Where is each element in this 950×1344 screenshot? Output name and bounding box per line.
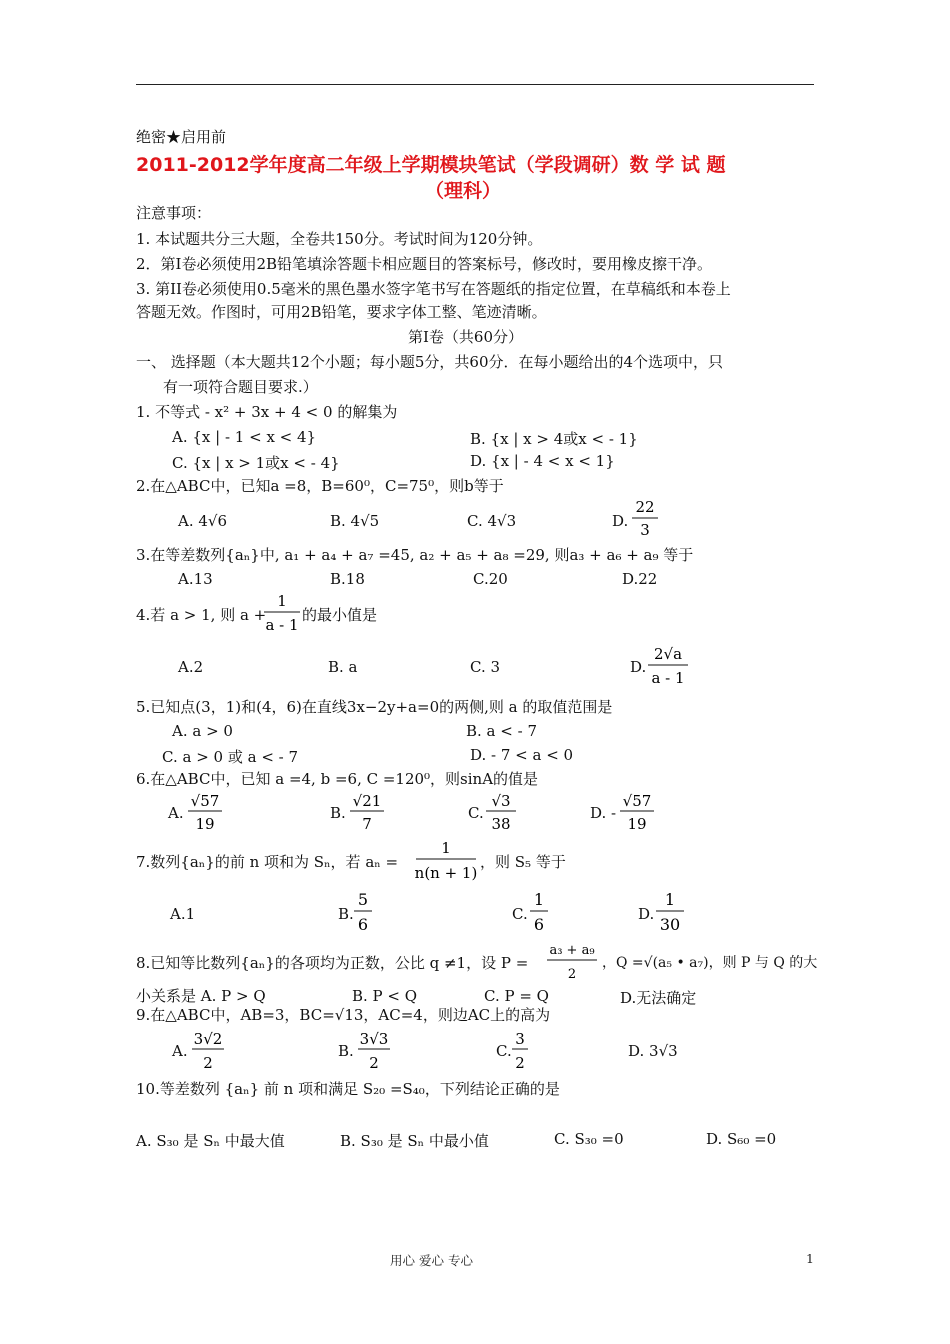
q2-option-d-label: D. [612,512,629,530]
notice-item-3: 3. 第II卷必须使用0.5毫米的黑色墨水签字笔书写在答题纸的指定位置，在草稿纸和本卷上 [136,280,731,298]
q8-denominator: 2 [567,967,577,982]
q9-c-denominator: 2 [515,1054,525,1072]
q7-option-b-fraction [352,888,374,936]
q6-option-b-label: B. [330,804,346,822]
q1-option-c: C. {x | x > 1或x < - 4} [172,454,340,472]
q1-option-d: D. {x | - 4 < x < 1} [470,452,615,470]
q10-option-a: A. S₃₀ 是 Sₙ 中最大值 [136,1132,285,1150]
q2-d-numerator: 22 [635,498,655,516]
q4-option-a: A.2 [178,658,204,676]
q7-option-a: A.1 [170,905,196,923]
q7-b-denominator: 6 [357,915,369,934]
q6-option-a-fraction [186,790,224,836]
q7-option-c-label: C. [512,905,528,923]
q2-option-a: A. 4√6 [178,512,228,530]
q9-option-a-label: A. [172,1042,188,1060]
q10-option-d: D. S₆₀ =0 [706,1130,777,1148]
q3-option-a: A.13 [178,570,213,588]
q7-numerator: 1 [441,839,451,857]
q3-option-d: D.22 [622,570,658,588]
q10-option-b: B. S₃₀ 是 Sₙ 中最小值 [340,1132,489,1150]
q4-d-denominator: a - 1 [651,669,685,687]
q6-stem: 6.在△ABC中，已知 a =4, b =6, C =120⁰，则sinA的值是 [136,770,539,788]
q5-option-c: C. a > 0 或 a < - 7 [162,748,299,766]
header-rule [136,84,814,85]
q8-option-d: D.无法确定 [620,989,697,1007]
q7-option-d-fraction [654,888,686,936]
q8-option-c: C. P = Q [484,987,549,1005]
q3-option-b: B.18 [330,570,365,588]
q9-a-numerator: 3√2 [193,1030,223,1048]
q6-a-numerator: √57 [190,792,220,810]
q9-b-numerator: 3√3 [359,1030,389,1048]
q8-stem-line2: 小关系是 A. P > Q [136,987,266,1005]
q7-option-d-label: D. [638,905,655,923]
exam-subtitle: （理科） [425,180,502,202]
q9-a-denominator: 2 [203,1054,213,1072]
q7-c-numerator: 1 [533,890,545,909]
notice-item-3-cont: 答题无效。作图时，可用2B铅笔，要求字体工整、笔迹清晰。 [136,303,547,321]
q2-d-denominator: 3 [640,521,650,539]
q4-option-d-fraction [646,643,690,691]
q7-denominator: n(n + 1) [414,864,478,882]
q2-option-d-fraction [630,497,660,541]
q6-a-denominator: 19 [195,815,215,833]
q4-numerator: 1 [277,592,287,610]
q9-c-numerator: 3 [515,1030,525,1048]
q6-d-numerator: √57 [622,792,652,810]
q7-d-numerator: 1 [664,890,676,909]
notice-item-1: 1. 本试题共分三大题，全卷共150分。考试时间为120分钟。 [136,230,543,248]
q10-option-c: C. S₃₀ =0 [554,1130,624,1148]
q8-numerator: a₃ + a₉ [549,943,595,958]
q8-option-b: B. P < Q [352,987,418,1005]
q9-option-a-fraction [190,1028,226,1074]
q4-stem-prefix: 4.若 a > 1, 则 a + [136,606,267,624]
section-instructions: 一、 选择题（本大题共12个小题；每小题5分，共60分．在每小题给出的4个选项中，只 [136,353,724,371]
q5-stem: 5.已知点(3，1)和(4，6)在直线3x−2y+a=0的两侧,则 a 的取值范围是 [136,698,613,716]
q6-c-denominator: 38 [491,815,511,833]
q7-option-b-label: B. [338,905,354,923]
q4-stem-suffix: 的最小值是 [302,606,378,624]
q2-stem: 2.在△ABC中，已知a =8，B=60⁰，C=75⁰，则b等于 [136,477,504,495]
q7-c-denominator: 6 [533,915,545,934]
q7-option-c-fraction [528,888,550,936]
q1-option-b: B. {x | x > 4或x < - 1} [470,430,638,448]
q6-option-d-label: D. - [590,804,617,822]
q4-denominator: a - 1 [265,616,299,634]
q4-option-c: C. 3 [470,658,501,676]
notice-heading: 注意事项： [136,204,212,222]
q6-option-a-label: A. [168,804,184,822]
q9-b-denominator: 2 [369,1054,379,1072]
q1-option-a: A. {x | - 1 < x < 4} [172,428,317,446]
q10-stem: 10.等差数列 {aₙ} 前 n 项和满足 S₂₀ =S₄₀，下列结论正确的是 [136,1080,560,1098]
q6-b-denominator: 7 [362,815,372,833]
q7-stem-prefix: 7.数列{aₙ}的前 n 项和为 Sₙ，若 aₙ = [136,853,399,871]
q7-d-denominator: 30 [659,915,681,934]
q9-option-b-fraction [356,1028,392,1074]
q8-stem-suffix: ，Q =√(a₅ • a₇)，则 P 与 Q 的大 [602,955,818,971]
q5-option-b: B. a < - 7 [466,722,537,740]
q2-option-b: B. 4√5 [330,512,380,530]
q8-stem-prefix: 8.已知等比数列{aₙ}的各项均为正数，公比 q ≠1，设 P = [136,954,529,972]
q6-d-denominator: 19 [627,815,647,833]
q9-option-d: D. 3√3 [628,1042,678,1060]
section-title: 第Ⅰ卷（共60分） [408,328,524,346]
q6-option-d-fraction [618,790,656,836]
q9-option-c-fraction [510,1028,530,1074]
q3-option-c: C.20 [473,570,508,588]
q4-d-numerator: 2√a [653,645,683,663]
secret-label: 绝密★启用前 [136,128,227,146]
section-instructions-cont: 有一项符合题目要求.） [163,378,318,396]
q4-option-d-label: D. [630,658,647,676]
q5-option-a: A. a > 0 [172,722,233,740]
page-number: 1 [806,1251,814,1266]
q8-stem-fraction [545,938,599,984]
q6-option-b-fraction [348,790,386,836]
q9-stem: 9.在△ABC中，AB=3，BC=√13，AC=4，则边AC上的高为 [136,1006,551,1024]
q7-stem-fraction [414,836,478,886]
q7-stem-suffix: ，则 S₅ 等于 [480,853,566,871]
q4-stem-fraction [262,590,302,638]
exam-title: 2011-2012学年度高二年级上学期模块笔试（学段调研）数 学 试 题 [136,154,726,176]
q9-option-b-label: B. [338,1042,354,1060]
q7-b-numerator: 5 [357,890,369,909]
q6-b-numerator: √21 [352,792,382,810]
q6-option-c-fraction [484,790,518,836]
q2-option-c: C. 4√3 [467,512,517,530]
q3-stem: 3.在等差数列{aₙ}中, a₁ + a₄ + a₇ =45, a₂ + a₅ + a₈ =29, 则a₃ + a₆ + a₉ 等于 [136,546,694,564]
q5-option-d: D. - 7 < a < 0 [470,746,574,764]
q6-option-c-label: C. [468,804,484,822]
notice-item-2: 2．第Ⅰ卷必须使用2B铅笔填涂答题卡相应题目的答案标号，修改时，要用橡皮擦干净。 [136,255,713,273]
footer-motto: 用心 爱心 专心 [390,1253,473,1268]
q1-stem: 1. 不等式 - x² + 3x + 4 < 0 的解集为 [136,403,398,421]
q6-c-numerator: √3 [491,792,511,810]
q9-option-c-label: C. [496,1042,512,1060]
q4-option-b: B. a [328,658,358,676]
